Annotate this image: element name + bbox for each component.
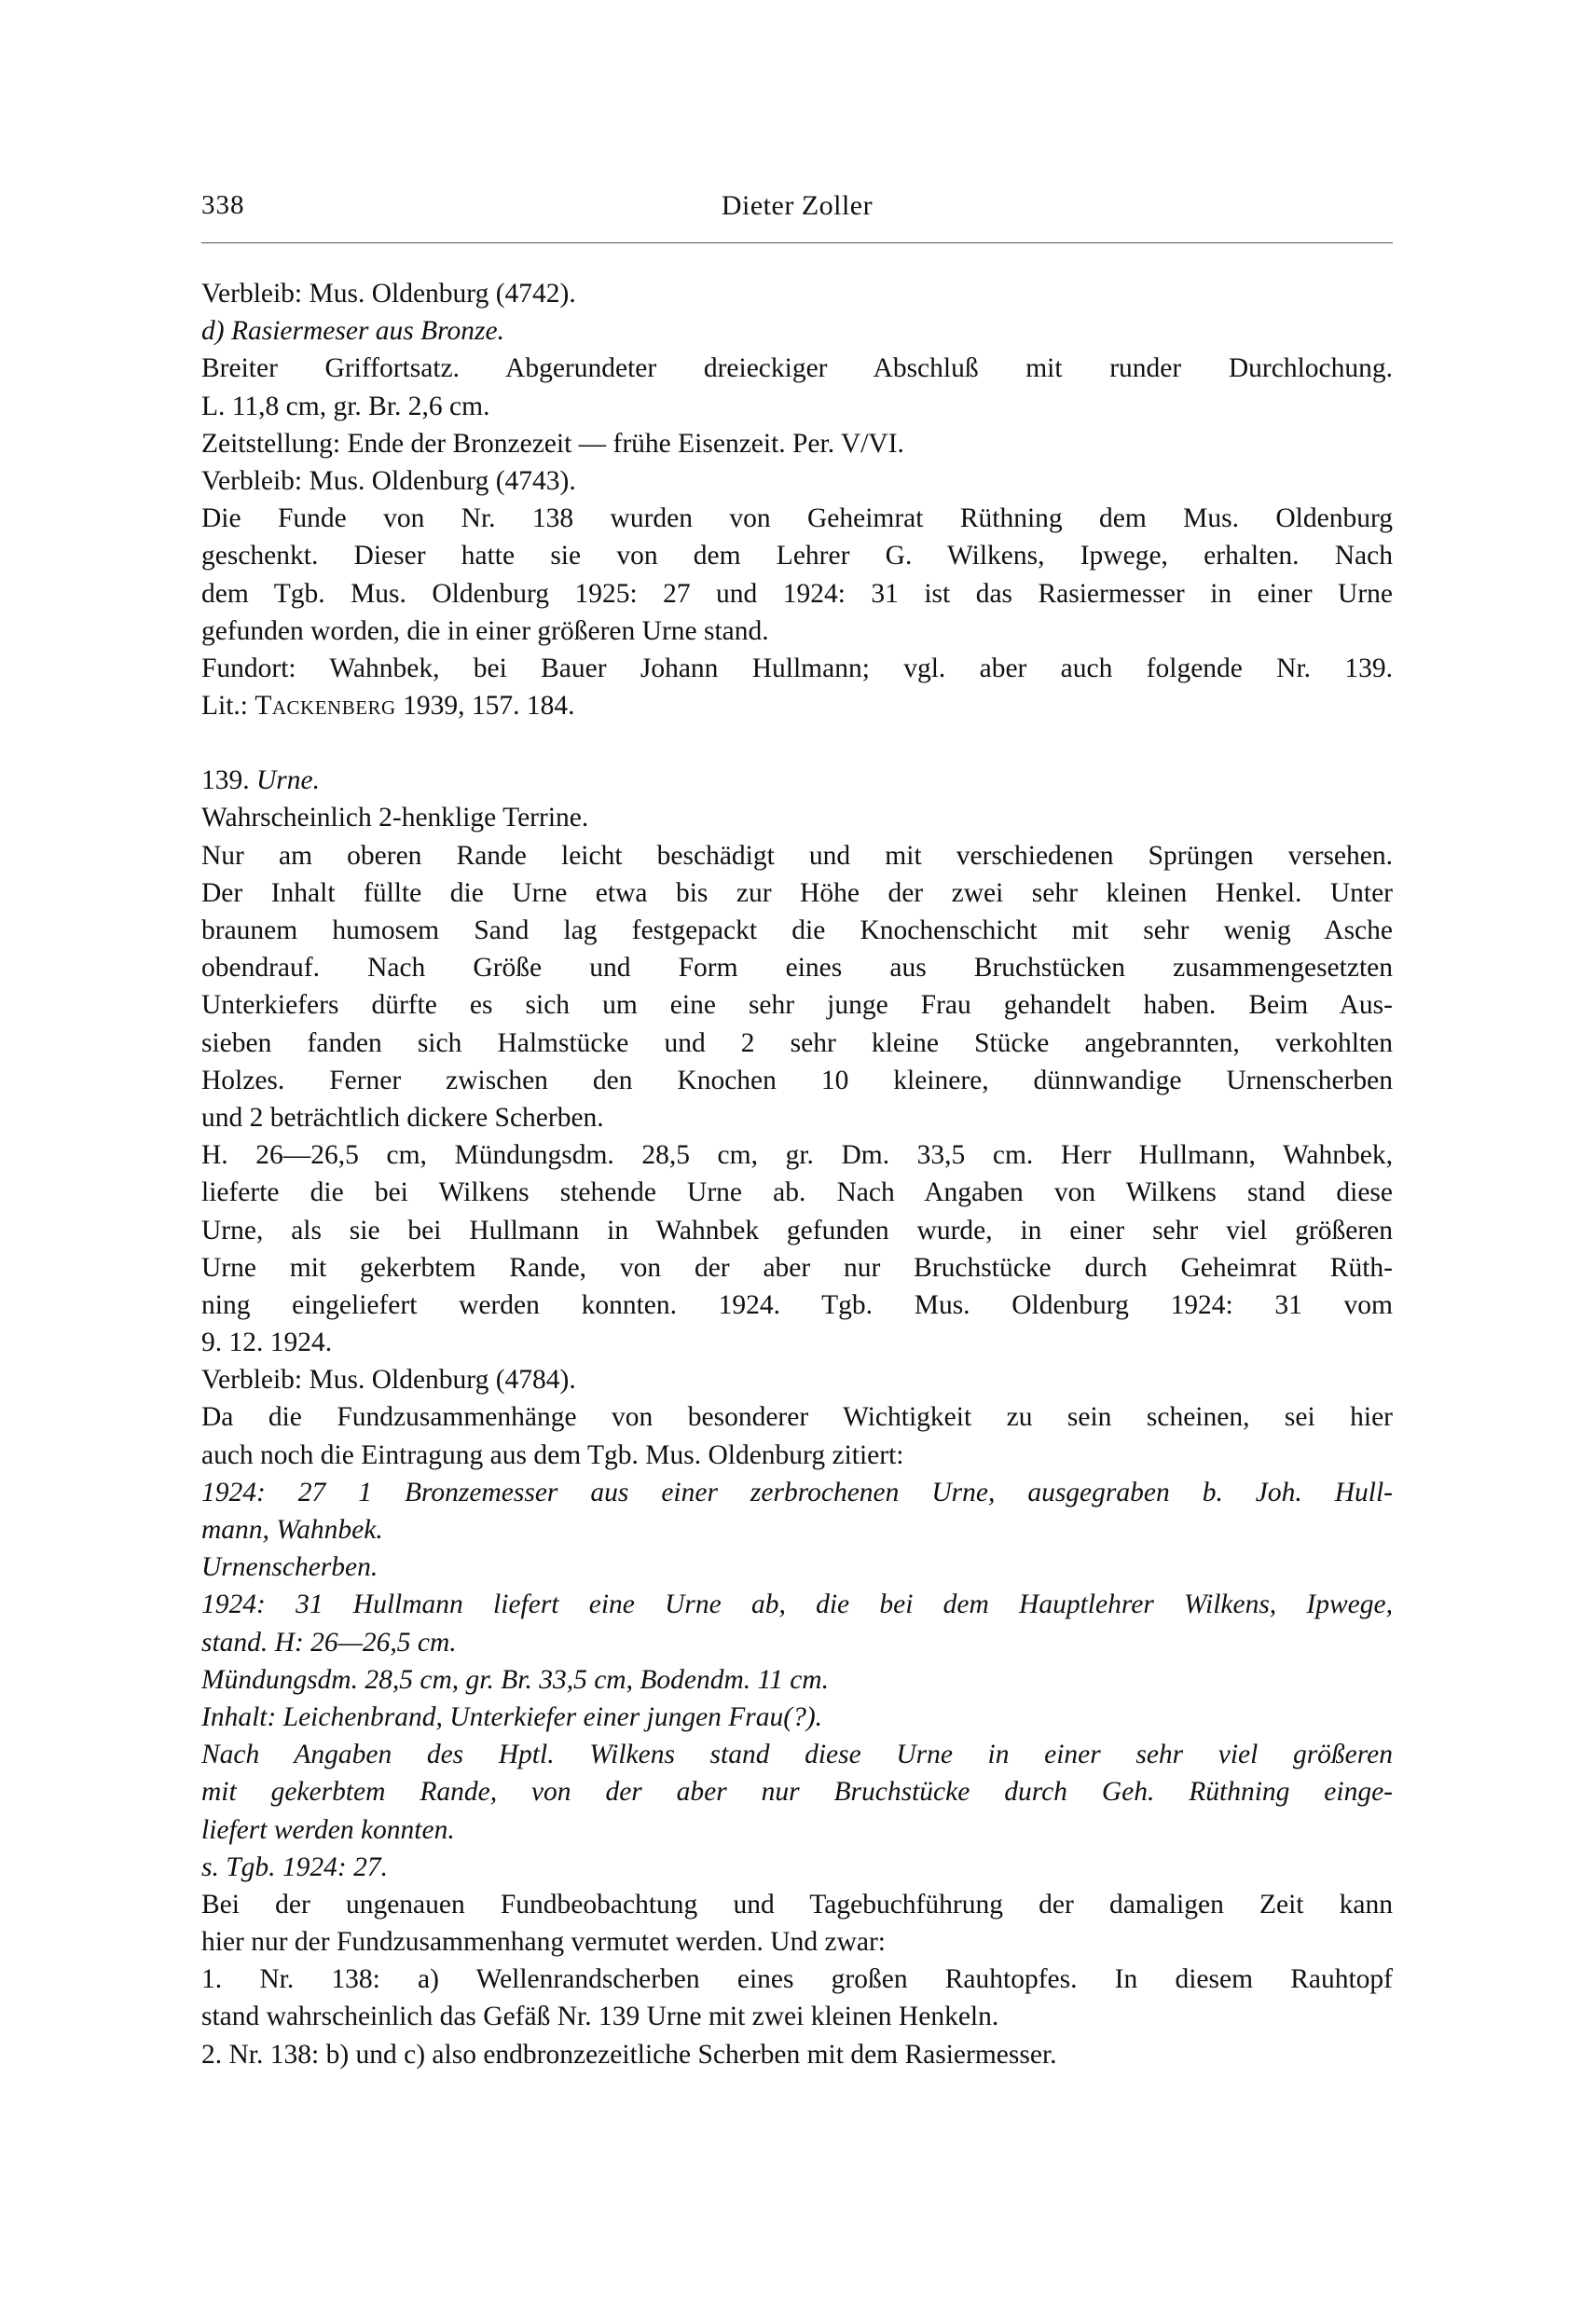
text-line: Urne, als sie bei Hullmann in Wahnbek gefunden wurde, in einer sehr viel größeren	[201, 1215, 1393, 1245]
text-line: Nur am oberen Rande leicht beschädigt und mit verschiedenen Sprüngen versehen.	[201, 840, 1393, 871]
text-line: Bei der ungenauen Fundbeobachtung und Tagebuchführung der damaligen Zeit kann	[201, 1889, 1393, 1920]
entry-heading	[201, 762, 1393, 799]
text-line: auch noch die Eintragung aus dem Tgb. Mus. Oldenburg zitiert:	[201, 1439, 904, 1470]
text-line: 2. Nr. 138: b) und c) also endbronzezeitliche Scherben mit dem Rasiermesser.	[201, 2039, 1057, 2070]
text-line: Die Funde von Nr. 138 wurden von Geheimrat Rüthning dem Mus. Oldenburg	[201, 503, 1393, 534]
text-line: Unterkiefers dürfte es sich um eine sehr junge Frau gehandelt haben. Beim Aus-	[201, 990, 1393, 1021]
text-line: obendrauf. Nach Größe und Form eines aus Bruchstücken zusammengesetzten	[201, 953, 1393, 984]
text-line: Holzes. Ferner zwischen den Knochen 10 kleinere, dünnwandige Urnenscherben	[201, 1065, 1393, 1095]
quote-line: liefert werden konnten.	[201, 1814, 455, 1845]
header-rule	[201, 242, 1393, 243]
text-line: und 2 beträchtlich dickere Scherben.	[201, 1102, 604, 1133]
quote-line: 1924: 27 1 Bronzemesser aus einer zerbrochenen Urne, ausgegraben b. Joh. Hull-	[201, 1477, 1393, 1507]
text-line: ning eingeliefert werden konnten. 1924. Tgb. Mus. Oldenburg 1924: 31 vom	[201, 1289, 1393, 1320]
text-line: H. 26—26,5 cm, Mündungsdm. 28,5 cm, gr. Dm. 33,5 cm. Herr Hullmann, Wahnbek,	[201, 1140, 1393, 1171]
text-line: Verbleib: Mus. Oldenburg (4742).	[201, 279, 576, 309]
text-line: stand wahrscheinlich das Gefäß Nr. 139 Urne mit zwei kleinen Henkeln.	[201, 2002, 999, 2032]
lit-suffix: 1939, 157. 184.	[395, 691, 575, 722]
text-line: L. 11,8 cm, gr. Br. 2,6 cm.	[201, 391, 490, 421]
text-line: Der Inhalt füllte die Urne etwa bis zur Höhe der zwei sehr kleinen Henkel. Unter	[201, 877, 1393, 908]
entry-number: 139.	[201, 765, 256, 796]
text-line: Verbleib: Mus. Oldenburg (4784).	[201, 1365, 576, 1396]
text-line: Zeitstellung: Ende der Bronzezeit — frühe Eisenzeit. Per. V/VI.	[201, 428, 904, 459]
lit-author: Tackenberg	[255, 691, 396, 722]
body-text	[201, 275, 1393, 2073]
text-line: sieben fanden sich Halmstücke und 2 sehr kleine Stücke angebrannten, verkohlten	[201, 1027, 1393, 1058]
text-line: gefunden worden, die in einer größeren Urne stand.	[201, 615, 769, 646]
quote-line: Inhalt: Leichenbrand, Unterkiefer einer jungen Frau(?).	[201, 1701, 823, 1732]
running-head: Dieter Zoller	[721, 190, 874, 221]
text-line: 9. 12. 1924.	[201, 1328, 333, 1358]
text-line: Fundort: Wahnbek, bei Bauer Johann Hullmann; vgl. aber auch folgende Nr. 139.	[201, 653, 1393, 683]
quote-line: stand. H: 26—26,5 cm.	[201, 1627, 457, 1658]
quote-line: 1924: 31 Hullmann liefert eine Urne ab, die bei dem Hauptlehrer Wilkens, Ipwege,	[201, 1590, 1393, 1620]
text-line: Urne mit gekerbtem Rande, von der aber nur Bruchstücke durch Geheimrat Rüth-	[201, 1252, 1393, 1283]
text-line: Wahrscheinlich 2-henklige Terrine.	[201, 803, 589, 833]
text-line: 1. Nr. 138: a) Wellenrandscherben eines großen Rauhtopfes. In diesem Rauhtopf	[201, 1964, 1393, 1995]
text-line: d) Rasiermeser aus Bronze.	[201, 316, 505, 347]
literature-line	[201, 687, 1393, 724]
page-number: 338	[201, 190, 245, 220]
text-line: Verbleib: Mus. Oldenburg (4743).	[201, 465, 576, 496]
text-line: braunem humosem Sand lag festgepackt die Knochenschicht mit sehr wenig Asche	[201, 915, 1393, 945]
text-line: Da die Fundzusammenhänge von besonderer Wichtigkeit zu sein scheinen, sei hier	[201, 1402, 1393, 1433]
text-line: dem Tgb. Mus. Oldenburg 1925: 27 und 1924: 31 ist das Rasiermesser in einer Urne	[201, 578, 1393, 609]
quote-line: mann, Wahnbek.	[201, 1515, 383, 1545]
text-line: lieferte die bei Wilkens stehende Urne ab. Nach Angaben von Wilkens stand diese	[201, 1177, 1393, 1208]
paragraph-gap	[201, 724, 1393, 762]
quote-line: Urnenscherben.	[201, 1552, 378, 1583]
quote-line: mit gekerbtem Rande, von der aber nur Bruchstücke durch Geh. Rüthning einge-	[201, 1777, 1393, 1808]
page-header	[201, 190, 1393, 235]
text-line: Breiter Griffortsatz. Abgerundeter dreieckiger Abschluß mit runder Durchlochung.	[201, 353, 1393, 384]
quote-line: Nach Angaben des Hptl. Wilkens stand diese Urne in einer sehr viel größeren	[201, 1740, 1393, 1770]
text-line: hier nur der Fundzusammenhang vermutet werden. Und zwar:	[201, 1927, 886, 1958]
quote-line: Mündungsdm. 28,5 cm, gr. Br. 33,5 cm, Bodendm. 11 cm.	[201, 1664, 829, 1695]
entry-title: Urne.	[256, 765, 321, 796]
text-line: geschenkt. Dieser hatte sie von dem Lehrer G. Wilkens, Ipwege, erhalten. Nach	[201, 541, 1393, 571]
lit-prefix: Lit.:	[201, 691, 255, 722]
quote-line: s. Tgb. 1924: 27.	[201, 1851, 388, 1882]
